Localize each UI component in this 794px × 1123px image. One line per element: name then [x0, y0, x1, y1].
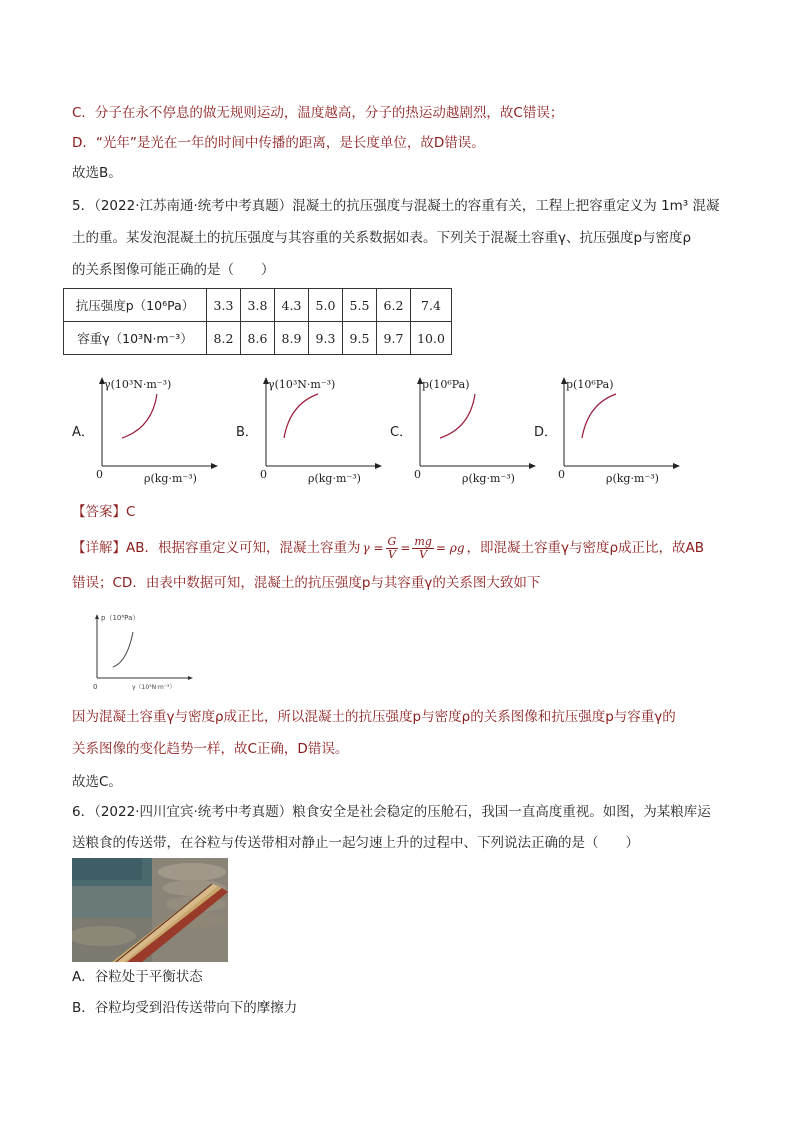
graph-origin: 0	[260, 468, 267, 481]
data-table	[63, 288, 452, 355]
graph-ylabel: γ(10³N·m⁻³)	[268, 378, 336, 391]
graph-origin: 0	[96, 468, 103, 481]
table-row	[64, 322, 452, 355]
table-cell: 8.9	[275, 322, 309, 355]
option-label: A．	[72, 425, 94, 440]
graph-xlabel: ρ(kg·m⁻³)	[308, 472, 361, 485]
table-cell: 9.7	[377, 322, 411, 355]
answer-value: C	[126, 504, 136, 520]
rho-g: = ρg	[435, 541, 465, 555]
detail-tag: 【详解】	[72, 540, 126, 556]
p-gamma-graph	[85, 610, 195, 692]
equals-sign: =	[400, 541, 411, 555]
small-graph-origin: 0	[93, 683, 98, 691]
detail-text: ，即混凝土容重γ与密度ρ成正比，故AB	[466, 540, 705, 556]
detail-line1	[72, 536, 704, 560]
option-d-explanation: D．“光年”是光在一年的时间中传播的距离，是长度单位，故D错误。	[72, 135, 485, 151]
gamma-symbol: γ =	[362, 541, 384, 555]
graph-ylabel: p(10⁶Pa)	[566, 378, 614, 391]
graph-ylabel: p(10⁶Pa)	[422, 378, 470, 391]
table-header: 抗压强度p（10⁶Pa）	[64, 289, 207, 322]
graph-xlabel: ρ(kg·m⁻³)	[462, 472, 515, 485]
graph-curve	[440, 394, 475, 438]
question5-line3: 的关系图像可能正确的是（ ）	[72, 262, 275, 278]
detail-line3: 因为混凝土容重γ与密度ρ成正比，所以混凝土的抗压强度p与密度ρ的关系图像和抗压强度p与容重γ的	[72, 709, 676, 725]
option-a: A．谷粒处于平衡状态	[72, 969, 203, 985]
table-cell: 5.5	[343, 289, 377, 322]
small-graph-xlabel: γ（10³N·m⁻³）	[132, 684, 176, 691]
table-row	[64, 289, 452, 322]
option-graph	[72, 372, 222, 492]
question6-line1: 6．（2022·四川宜宾·统考中考真题）粮食安全是社会稳定的压舱石，我国一直高度重视。如图，为某粮库运	[72, 804, 711, 820]
option-b: B．谷粒均受到沿传送带向下的摩擦力	[72, 1000, 298, 1016]
graph-curve	[122, 394, 157, 438]
formula-mg-over-v: $\frac{mg}{V}$	[414, 534, 432, 561]
table-cell: 8.6	[241, 322, 275, 355]
p-gamma-curve	[113, 632, 133, 667]
graph-xlabel: ρ(kg·m⁻³)	[606, 472, 659, 485]
table-cell: 9.5	[343, 322, 377, 355]
table-cell: 7.4	[411, 289, 452, 322]
table-cell: 10.0	[411, 322, 452, 355]
option-c-explanation: C．分子在永不停息的做无规则运动，温度越高，分子的热运动越剧烈，故C错误；	[72, 105, 564, 121]
x-axis-arrow	[673, 463, 680, 469]
choose-b: 故选B。	[72, 165, 122, 181]
table-cell: 3.3	[207, 289, 241, 322]
formula-g-over-v: $\frac{G}{V}$	[387, 534, 397, 561]
table-header: 容重γ（10³N·m⁻³）	[64, 322, 207, 355]
option-label: D．	[534, 425, 558, 440]
conveyor-belt-photo	[72, 858, 228, 962]
table-cell: 5.0	[309, 289, 343, 322]
x-axis-arrow	[375, 463, 382, 469]
graph-curve	[582, 394, 616, 438]
detail-line2: 错误；CD．由表中数据可知，混凝土的抗压强度p与其容重γ的关系图大致如下	[72, 575, 541, 591]
graph-origin: 0	[558, 468, 565, 481]
choose-c: 故选C。	[72, 774, 122, 790]
answer-tag: 【答案】	[72, 504, 126, 520]
small-graph-ylabel: p（10⁶Pa）	[101, 614, 140, 622]
option-graph	[390, 372, 540, 492]
detail-text: AB．根据容重定义可知，混凝土容重为	[126, 540, 361, 556]
question5-line2: 土的重。某发泡混凝土的抗压强度与其容重的关系数据如表。下列关于混凝土容重γ、抗压强度p与密度ρ	[72, 230, 692, 246]
option-graph	[236, 372, 386, 492]
y-axis-arrow	[95, 614, 99, 619]
table-cell: 4.3	[275, 289, 309, 322]
x-axis-arrow	[211, 463, 218, 469]
table-cell: 6.2	[377, 289, 411, 322]
question5-line1: 5．（2022·江苏南通·统考中考真题）混凝土的抗压强度与混凝土的容重有关，工程上把容重定义为 1m³ 混凝	[72, 198, 720, 214]
question6-line2: 送粮食的传送带，在谷粒与传送带相对静止一起匀速上升的过程中、下列说法正确的是（ ）	[72, 835, 639, 851]
option-label: B．	[236, 425, 258, 440]
table-cell: 9.3	[309, 322, 343, 355]
detail-line4: 关系图像的变化趋势一样，故C正确，D错误。	[72, 741, 349, 757]
option-graph	[534, 372, 684, 492]
table-cell: 3.8	[241, 289, 275, 322]
option-label: C．	[390, 425, 413, 440]
answer-line	[72, 500, 135, 520]
graph-origin: 0	[414, 468, 421, 481]
x-axis-arrow	[188, 676, 193, 680]
table-cell: 8.2	[207, 322, 241, 355]
graph-xlabel: ρ(kg·m⁻³)	[144, 472, 197, 485]
graph-ylabel: γ(10³N·m⁻³)	[104, 378, 172, 391]
graph-curve	[284, 394, 318, 438]
